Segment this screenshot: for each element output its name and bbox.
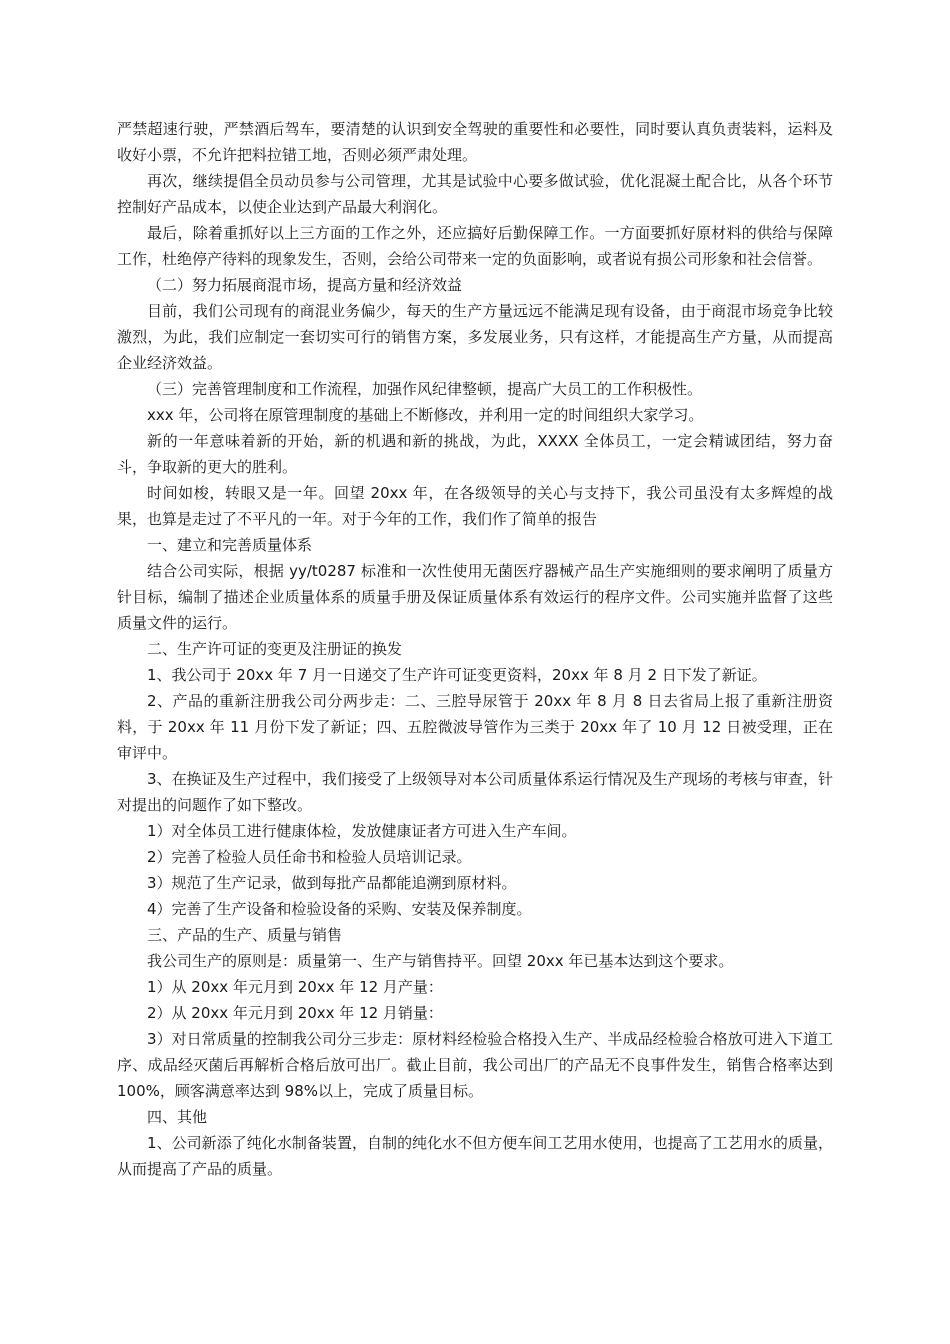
- section-heading-other: 四、其他: [147, 1108, 208, 1126]
- list-item-quality-control: 3）对日常质量的控制我公司分三步走：原材料经检验合格投入生产、半成品经检验合格放可进入下道工序、成品经灭菌后再解析合格后放可出厂。截止目前，我公司出厂的产品无不良事件发生，销售合格率达到 100%，顾客满意率达到 98%以上，完成了质量目标。: [117, 1030, 833, 1100]
- paragraph-license-2: 2、产品的重新注册我公司分两步走：二、三腔导尿管于 20xx 年 8 月 8 日去省局上报了重新注册资料，于 20xx 年 11 月份下发了新证；四、五腔微波导管作为三类于 20xx 年了 10 月 12 日被受理，正在审评中。: [117, 692, 833, 762]
- section-heading-market: （二）努力拓展商混市场，提高方量和经济效益: [147, 276, 463, 294]
- list-item-rectification-4: 4）完善了生产设备和检验设备的采购、安装及保养制度。: [147, 900, 532, 918]
- section-heading-quality-system: 一、建立和完善质量体系: [147, 536, 313, 554]
- paragraph-license-3: 3、在换证及生产过程中，我们接受了上级领导对本公司质量体系运行情况及生产现场的考核与审查，针对提出的问题作了如下整改。: [117, 770, 833, 814]
- paragraph-new-year: 新的一年意味着新的开始，新的机遇和新的挑战，为此，XXXX 全体员工，一定会精诚团结，努力奋斗，争取新的更大的胜利。: [117, 432, 833, 476]
- list-item-rectification-2: 2）完善了检验人员任命书和检验人员培训记录。: [147, 848, 472, 866]
- section-heading-management: （三）完善管理制度和工作流程，加强作风纪律整顿，提高广大员工的工作积极性。: [147, 380, 703, 398]
- paragraph-report-intro: 时间如梭，转眼又是一年。回望 20xx 年，在各级领导的关心与支持下，我公司虽没有太多辉煌的战果，也算是走过了不平凡的一年。对于今年的工作，我们作了简单的报告: [117, 484, 833, 528]
- paragraph-quality-system: 结合公司实际，根据 yy/t0287 标准和一次性使用无菌医疗器械产品生产实施细则的要求阐明了质量方针目标，编制了描述企业质量体系的质量手册及保证质量体系有效运行的程序文件。公司实施并监督了这些质量文件的运行。: [117, 562, 833, 632]
- paragraph-license-1: 1、我公司于 20xx 年 7 月一日递交了生产许可证变更资料，20xx 年 8 月 2 日下发了新证。: [147, 666, 767, 684]
- section-heading-license: 二、生产许可证的变更及注册证的换发: [147, 640, 403, 658]
- paragraph-purified-water: 1、公司新添了纯化水制备装置，自制的纯化水不但方便车间工艺用水使用，也提高了工艺用水的质量，从而提高了产品的质量。: [117, 1134, 833, 1178]
- section-heading-production: 三、产品的生产、质量与销售: [147, 926, 343, 944]
- paragraph-production-principle: 我公司生产的原则是：质量第一、生产与销售持平。回望 20xx 年已基本达到这个要求。: [147, 952, 734, 970]
- list-item-sales: 2）从 20xx 年元月到 20xx 年 12 月销量：: [147, 1004, 443, 1022]
- paragraph-cost-control: 再次，继续提倡全员动员参与公司管理，尤其是试验中心要多做试验，优化混凝土配合比，从各个环节控制好产品成本，以使企业达到产品最大利润化。: [117, 172, 833, 216]
- paragraph-market: 目前，我们公司现有的商混业务偏少，每天的生产方量远远不能满足现有设备，由于商混市场竞争比较激烈，为此，我们应制定一套切实可行的销售方案，多发展业务，只有这样，才能提高生产方量，从而提高企业经济效益。: [117, 302, 833, 372]
- list-item-output: 1）从 20xx 年元月到 20xx 年 12 月产量：: [147, 978, 443, 996]
- list-item-rectification-3: 3）规范了生产记录，做到每批产品都能追溯到原材料。: [147, 874, 517, 892]
- paragraph-logistics: 最后，除着重抓好以上三方面的工作之外，还应搞好后勤保障工作。一方面要抓好原材料的供给与保障工作，杜绝停产待料的现象发生，否则，会给公司带来一定的负面影响，或者说有损公司形象和社会信誉。: [117, 224, 833, 268]
- paragraph-management: xxx 年，公司将在原管理制度的基础上不断修改，并利用一定的时间组织大家学习。: [147, 406, 704, 424]
- document-body: [117, 116, 833, 1182]
- paragraph-safe-driving: 严禁超速行驶，严禁酒后驾车，要清楚的认识到安全驾驶的重要性和必要性，同时要认真负责装料，运料及收好小票，不允许把料拉错工地，否则必须严肃处理。: [117, 120, 833, 164]
- list-item-rectification-1: 1）对全体员工进行健康体检，发放健康证者方可进入生产车间。: [147, 822, 577, 840]
